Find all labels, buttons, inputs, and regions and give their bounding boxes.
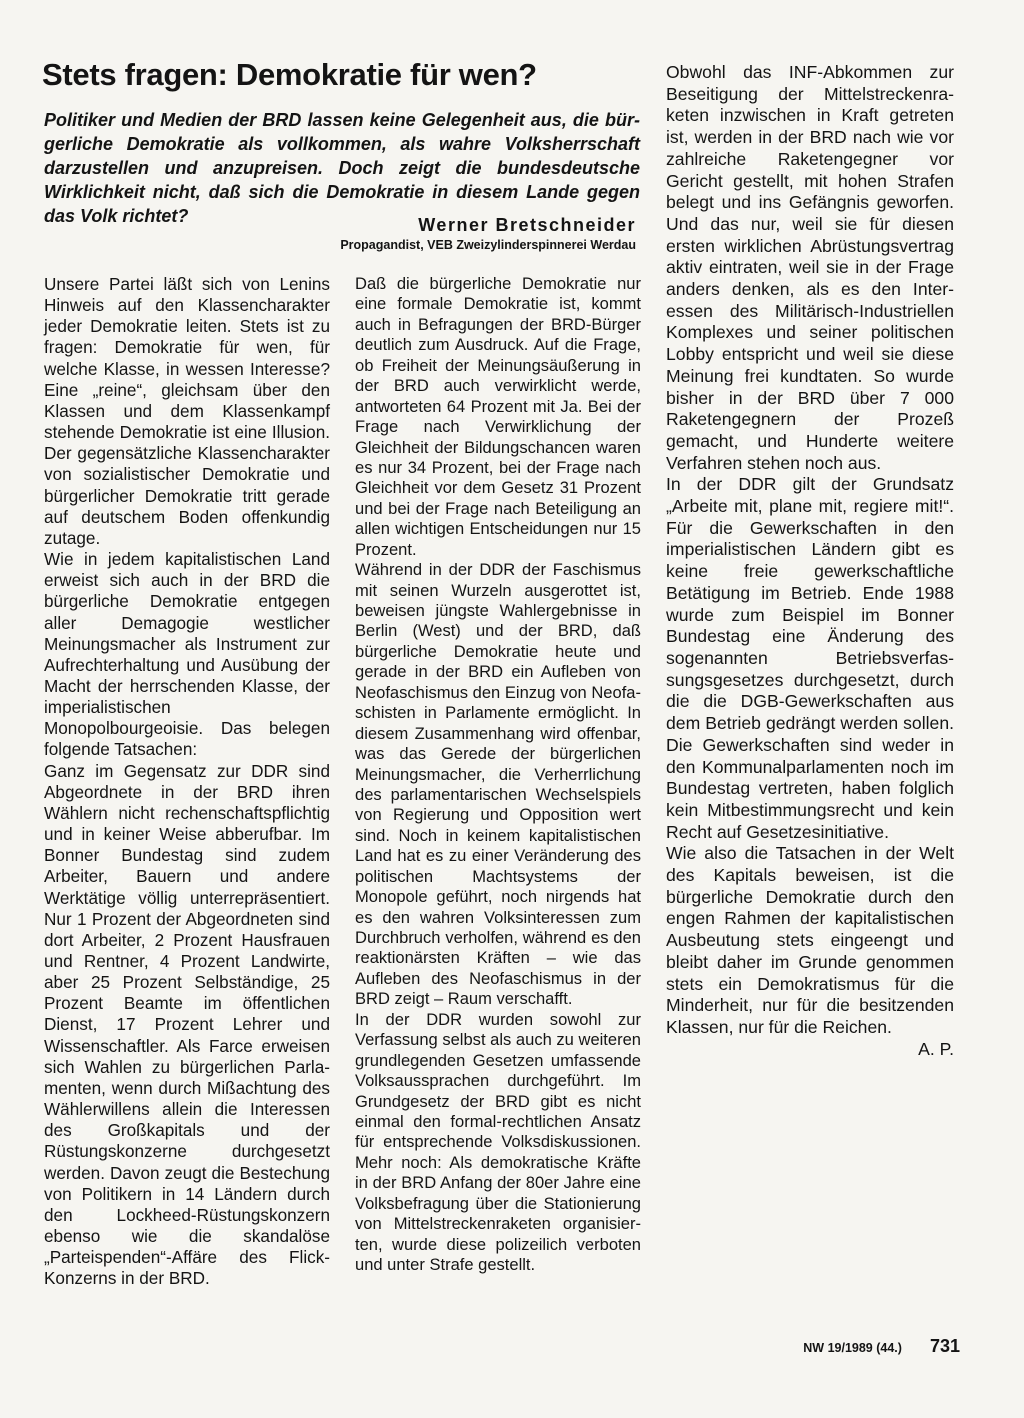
article-headline: Stets fragen: Demokratie für wen? xyxy=(42,57,537,92)
body-paragraph: In der DDR gilt der Grundsatz „Arbeite mit, plane mit, regiere mit!“. Für die Gewerkschaften in den imperialistischen Ländern gibt es keine freie gewerkschaftliche Betätigung im Betrieb. Ende 1988 wurde zum Beispiel im Bonner Bundestag eine Änderung des sogenannten Betriebsverfassungsgesetzes durchgesetzt, durch die die DGB-Gewerkschaften aus dem Betrieb gedrängt werden sollen. Die Gewerkschaften sind weder in den Kommunalparlamenten noch im Bundestag vertreten, haben folglich kein Mitbestimmungsrecht und kein Recht auf Gesetzesinitiative. xyxy=(666,474,954,842)
text-column-1 xyxy=(44,274,330,1290)
body-paragraph: Während in der DDR der Faschismus mit seinen Wurzeln ausgerottet ist, beweisen jüngste Wahlergebnisse in Berlin (West) und der BRD, daß bürgerliche Demokratie heute und gerade in der BRD ein Aufleben von Neofaschismus den Einzug von Neofaschisten in Parlamente ermöglicht. In diesem Zusammenhang wird offenbar, was das Gerede der bürgerlichen Meinungsmacher, die Verherrlichung des parlamentarischen Wechselspiels von Regierung und Opposition wert sind. Noch in keinem kapitalistischen Land hat es zu einer Veränderung des politischen Machtsystems der Monopole geführt, noch nirgends hat es den wahren Volksinteressen zum Durchbruch verholfen, während es den reaktionärsten Kräften – wie das Aufleben des Neofaschismus in der BRD zeigt – Raum verschafft. xyxy=(355,560,641,1009)
body-paragraph: Daß die bürgerliche Demokratie nur eine formale Demokratie ist, kommt auch in Befragungen der BRD-Bürger deutlich zum Ausdruck. Auf die Frage, ob Freiheit der Meinungsäußerung in der BRD auch verwirklicht werde, antworteten 64 Prozent mit Ja. Bei der Frage nach Verwirklichung der Gleichheit der Bildungschancen waren es nur 34 Prozent, bei der Frage nach Gleichheit vor dem Gesetz 31 Prozent und bei der Frage nach Beteiligung an allen wichtigen Entscheidungen nur 15 Prozent. xyxy=(355,274,641,559)
page-footer xyxy=(750,1336,960,1357)
body-paragraph: Obwohl das INF-Abkommen zur Beseitigung der Mittelstreckenraketen inzwischen in Kraft getreten ist, werden in der BRD nach wie vor zahlreiche Raketengegner vor Gericht gestellt, mit hohen Strafen belegt und ins Gefängnis geworfen. Und das nur, weil sie für diesen ersten wirklichen Abrüstungsvertrag aktiv eintraten, weil sie in der Frage anders denken, als es den Interessen des Militärisch-Industriellen Komplexes und seiner politischen Lobby entspricht und weil sie diese Meinung frei kundtaten. So wurde bisher in der BRD über 7 000 Raketengegnern der Prozeß gemacht, und Hunderte weitere Verfahren stehen noch aus. xyxy=(666,62,954,473)
author-block xyxy=(300,214,636,254)
body-paragraph: Unsere Partei läßt sich von Lenins Hinweis auf den Klassencharakter jeder Demokratie leiten. Stets ist zu fragen: Demokratie für wen, für welche Klasse, in wessen Interesse? Eine „reine“, gleichsam über den Klassen und dem Klassenkampf stehende Demokratie ist eine Illusion. Der gegensätzliche Klassencharakter von sozialistischer Demokratie und bürgerlicher Demokratie tritt gerade auf deutschem Boden offenkundig zutage. xyxy=(44,274,330,548)
page-number: 731 xyxy=(929,1336,960,1356)
body-paragraph: Wie also die Tatsachen in der Welt des Kapitals beweisen, ist die bürgerliche Demokratie durch den engen Rahmen der kapitalistischen Ausbeutung stets eingeengt und bleibt daher im Grunde genommen stets ein Demokratismus für die Minderheit, nur für die besitzenden Klassen, nur für die Reichen. xyxy=(666,843,954,1037)
body-paragraph: In der DDR wurden sowohl zur Verfassung selbst als auch zu weiteren grundlegenden Gesetzen umfassende Volksaussprachen durchgeführt. Im Grundgesetz der BRD gibt es nicht einmal den formal-rechtlichen Ansatz für entsprechende Volksdiskussionen. Mehr noch: Als demokratische Kräfte in der BRD Anfang der 80er Jahre eine Volksbefragung über die Stationierung von Mittelstreckenraketen organisierten, wurde diese polizeilich verboten und unter Strafe gestellt. xyxy=(355,1009,641,1274)
body-paragraph: Wie in jedem kapitalistischen Land erweist sich auch in der BRD die bürgerliche Demokratie entgegen aller Demagogie westlicher Meinungsmacher als Instrument zur Aufrechterhaltung und Ausübung der Macht der herrschenden Klasse, der imperialistischen Monopolbourgeoisie. Das belegen folgende Tatsachen: xyxy=(44,549,330,760)
author-name: Werner Bretschneider xyxy=(418,215,636,235)
text-column-3 xyxy=(666,62,954,1060)
body-paragraph: Ganz im Gegensatz zur DDR sind Abgeordnete in der BRD ihren Wählern nicht rechenschaftspflichtig und in keiner Weise abberufbar. Im Bonner Bundestag sind zudem Arbeiter, Bauern und andere Werktätige völlig unterrepräsentiert. Nur 1 Prozent der Abgeordneten sind dort Arbeiter, 2 Prozent Hausfrauen und Rentner, 4 Prozent Landwirte, aber 25 Prozent Selbständige, 25 Prozent Beamte im öffentlichen Dienst, 17 Prozent Lehrer und Wissenschaftler. Als Farce erweisen sich Wahlen zu bürgerlichen Parlamenten, wenn durch Mißachtung des Wählerwillens allein die Interessen des Großkapitals und der Rüstungskonzerne durchgesetzt werden. Davon zeugt die Bestechung von Politikern in 14 Ländern durch den Lockheed-Rüstungskonzern ebenso wie die skandalöse „Parteispenden“-Affäre des Flick-Konzerns in der BRD. xyxy=(44,760,330,1289)
article-signature: A. P. xyxy=(918,1038,954,1059)
author-role: Propagandist, VEB Zweizylinderspinnerei Werdau xyxy=(340,238,636,252)
article-lead: Politiker und Medien der BRD lassen keine Gelegenheit aus, die bürgerliche Demokratie als vollkommen, als wahre Volksherrschaft darzustellen und anzupreisen. Doch zeigt die bundesdeutsche Wirklichkeit nicht, daß sich die Demokratie in diesem Lande gegen das Volk richtet? xyxy=(44,110,640,226)
issue-label: NW 19/1989 (44.) xyxy=(803,1341,902,1355)
text-column-2 xyxy=(355,274,641,1275)
